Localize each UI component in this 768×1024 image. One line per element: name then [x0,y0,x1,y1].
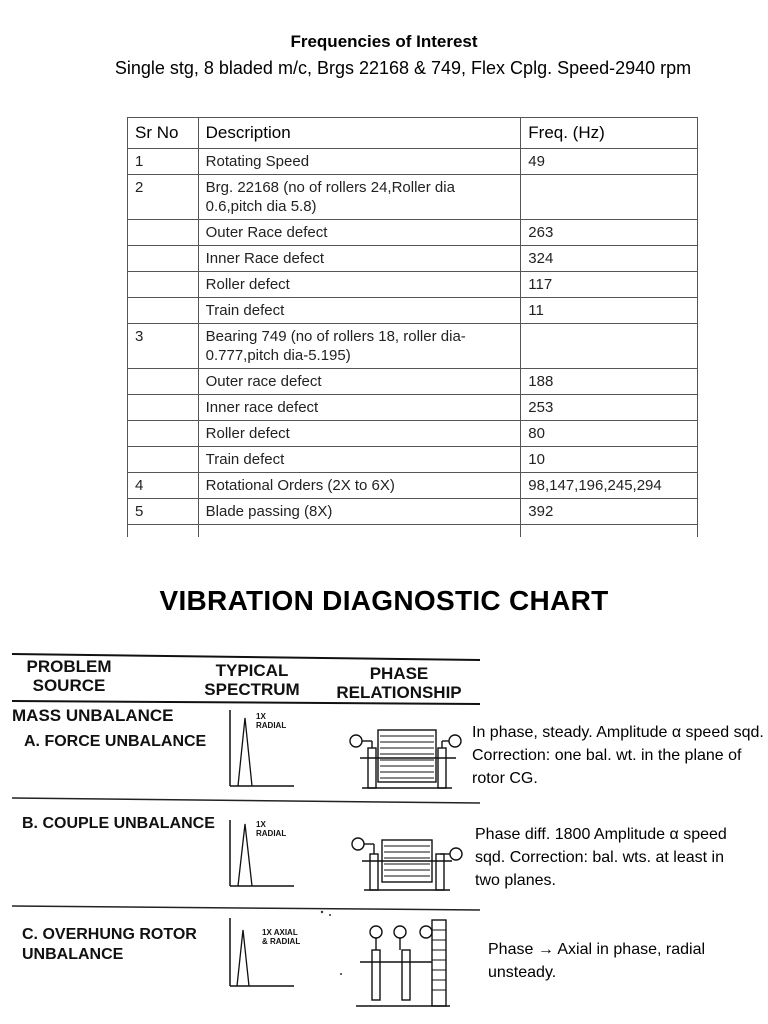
cell-freq [521,324,698,369]
table-row [128,298,698,324]
cell-sr-no: 2 [128,175,199,220]
cell-description: Rotating Speed [198,149,521,175]
cell-description: Bearing 749 (no of rollers 18, roller dia-0.777,pitch dia-5.195) [198,324,521,369]
cell-freq: 10 [521,447,698,473]
cell-sr-no: 4 [128,473,199,499]
column-header-sr-no: Sr No [128,118,199,149]
cell-freq: 80 [521,421,698,447]
table-row [128,220,698,246]
frequencies-title: Frequencies of Interest [290,32,478,51]
table-body [128,149,698,538]
cell-freq: 117 [521,272,698,298]
row-label-overhung-rotor: C. OVERHUNG ROTOR UNBALANCE [22,926,197,963]
cell-description: Blade passing (8X) [198,499,521,525]
column-header-description: Description [198,118,521,149]
cell-freq: 324 [521,246,698,272]
row-label-force-unbalance: A. FORCE UNBALANCE [24,733,207,750]
spectrum-label-c: 1X AXIAL & RADIAL [262,928,301,946]
spectrum-label-a: 1X RADIAL [256,712,287,730]
table-row [128,395,698,421]
cell-freq: 253 [521,395,698,421]
cell-sr-no: 1 [128,149,199,175]
table-row [128,272,698,298]
cell-freq: 49 [521,149,698,175]
chart-header-typical-spectrum: TYPICAL SPECTRUM [204,661,300,699]
cell-description: Outer race defect [198,369,521,395]
cell-sr-no [128,272,199,298]
table-row [128,246,698,272]
cell-description: Train defect [198,447,521,473]
cell-sr-no: 5 [128,499,199,525]
cell-sr-no [128,298,199,324]
cell-freq: 392 [521,499,698,525]
row-divider-2 [12,906,480,910]
table-row-partial [128,525,698,538]
table-row [128,499,698,525]
cell-freq: 188 [521,369,698,395]
table-row [128,175,698,220]
table-row [128,447,698,473]
table-row [128,369,698,395]
cell-description: Brg. 22168 (no of rollers 24,Roller dia 0.6,pitch dia 5.8) [198,175,521,220]
cell-freq: 263 [521,220,698,246]
scan-speck [340,973,342,975]
scan-speck [329,914,331,916]
cell-empty [128,525,199,538]
phase-diagram-force [350,730,461,788]
chart-header-phase-relationship: PHASE RELATIONSHIP [336,664,462,702]
table-row [128,324,698,369]
column-header-freq: Freq. (Hz) [521,118,698,149]
cell-freq: 98,147,196,245,294 [521,473,698,499]
phase-diagram-couple [352,838,462,890]
chart-title: VIBRATION DIAGNOSTIC CHART [159,585,609,616]
phase-diagram-overhung [356,920,450,1006]
cell-freq [521,175,698,220]
note-overhung-rotor: Phase → Axial in phase, radial unsteady. [488,941,706,981]
row-label-couple-unbalance: B. COUPLE UNBALANCE [22,815,215,832]
cell-sr-no [128,246,199,272]
cell-description: Outer Race defect [198,220,521,246]
row-divider-1 [12,798,480,803]
note-force-unbalance: In phase, steady. Amplitude α speed sqd. Correction: one bal. wt. in the plane of rotor CG. [472,724,764,787]
cell-description: Train defect [198,298,521,324]
spectrum-label-b: 1X RADIAL [256,820,287,838]
cell-sr-no: 3 [128,324,199,369]
cell-sr-no [128,220,199,246]
frequencies-table [127,117,698,537]
chart-header-problem-source: PROBLEM SOURCE [26,657,112,695]
cell-description: Roller defect [198,272,521,298]
cell-description: Inner Race defect [198,246,521,272]
cell-sr-no [128,447,199,473]
machine-subtitle: Single stg, 8 bladed m/c, Brgs 22168 & 749, Flex Cplg. Speed-2940 rpm [114,58,692,78]
cell-empty [521,525,698,538]
cell-description: Inner race defect [198,395,521,421]
table-header-row [128,118,698,149]
cell-sr-no [128,395,199,421]
cell-empty [198,525,521,538]
table-row [128,421,698,447]
note-couple-unbalance: Phase diff. 1800 Amplitude α speed sqd. Correction: bal. wts. at least in two planes. [475,826,727,889]
cell-description: Roller defect [198,421,521,447]
cell-sr-no [128,369,199,395]
cell-description: Rotational Orders (2X to 6X) [198,473,521,499]
table-row [128,473,698,499]
table-row [128,149,698,175]
cell-sr-no [128,421,199,447]
cell-freq: 11 [521,298,698,324]
scan-speck [321,911,323,913]
section-mass-unbalance: MASS UNBALANCE [12,706,174,725]
